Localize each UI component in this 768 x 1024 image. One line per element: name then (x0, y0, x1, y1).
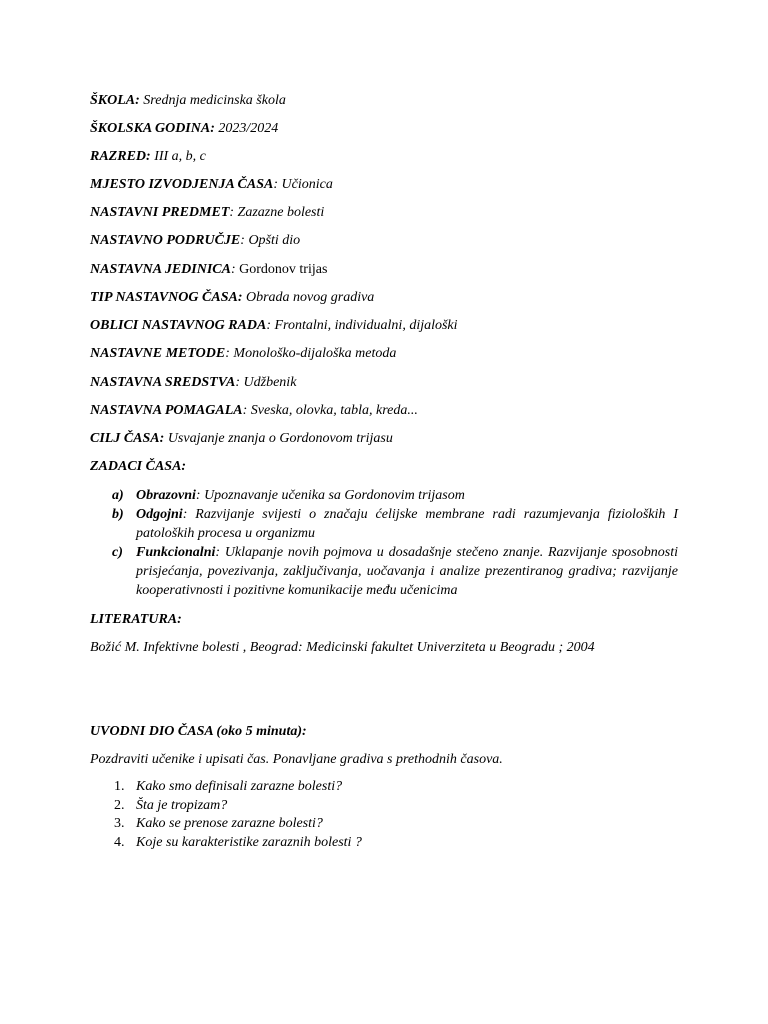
question-number: 3. (114, 816, 125, 831)
list-item (90, 778, 362, 797)
field-tip (90, 290, 374, 306)
field-cilj (90, 431, 393, 447)
field-value-upright: Gordonov trijas (239, 262, 328, 277)
field-label: NASTAVNA JEDINICA (90, 262, 231, 277)
field-label: ZADACI ČASA: (90, 459, 187, 474)
field-value: : Udžbenik (235, 375, 297, 390)
task-marker: a) (112, 488, 124, 503)
field-jedinica (90, 262, 327, 278)
field-label: ŠKOLA: (90, 93, 140, 108)
field-metode (90, 346, 396, 362)
field-value: : Opšti dio (240, 233, 301, 248)
field-label: NASTAVNO PODRUČJE (90, 233, 241, 248)
questions-list (90, 778, 362, 852)
tasks-list (90, 486, 678, 600)
list-item (90, 797, 362, 816)
field-value: III a, b, c (154, 149, 206, 164)
literature-text: Božić M. Infektivne bolesti , Beograd: Medicinski fakultet Univerziteta u Beogradu ; 2004 (90, 640, 595, 655)
question-text: Koje su karakteristike zaraznih bolesti ? (136, 834, 362, 850)
field-podrucje (90, 233, 300, 249)
task-text: : Uklapanje novih pojmova u dosadašnje stečeno znanje. Razvijanje sposobnosti prisjećanja, povezivanja, zaključivanja, uočavanja i analize prezentiranog gradiva; razvijanje kooperativnosti i pozitivne komunikacije među učenicima (136, 545, 678, 598)
task-label: Funkcionalni (136, 545, 216, 560)
field-label: NASTAVNA SREDSTVA (90, 375, 236, 390)
field-sredstva (90, 375, 296, 391)
field-label: RAZRED: (90, 149, 151, 164)
field-value: : Učionica (273, 177, 333, 192)
task-marker: b) (112, 507, 124, 522)
field-label: CILJ ČASA: (90, 431, 165, 446)
task-text: : Upoznavanje učenika sa Gordonovim trijasom (195, 488, 465, 503)
field-value: : Monološko-dijaloška metoda (225, 346, 397, 361)
intro-heading: UVODNI DIO ČASA (oko 5 minuta): (90, 724, 307, 739)
question-text: Šta je tropizam? (136, 797, 228, 813)
field-value: : Zazazne bolesti (229, 205, 325, 220)
list-item (90, 834, 362, 853)
field-predmet (90, 205, 324, 221)
field-label: TIP NASTAVNOG ČASA: (90, 290, 243, 305)
field-mjesto (90, 177, 333, 193)
field-label: ŠKOLSKA GODINA: (90, 121, 215, 136)
list-item (90, 505, 678, 543)
field-pomagala (90, 403, 418, 419)
question-text: Kako smo definisali zarazne bolesti? (136, 779, 343, 794)
field-zadaci (90, 459, 186, 475)
field-value: Usvajanje znanja o Gordonovom trijasu (167, 431, 393, 446)
list-item (90, 543, 678, 600)
list-item (90, 815, 362, 834)
list-item (90, 486, 678, 505)
field-label: OBLICI NASTAVNOG RADA (90, 318, 267, 333)
field-value: 2023/2024 (218, 121, 279, 136)
intro-text: Pozdraviti učenike i upisati čas. Ponavljane gradiva s prethodnih časova. (90, 752, 503, 767)
task-label: Odgojni (136, 507, 183, 522)
task-label: Obrazovni (136, 488, 196, 503)
field-value: Srednja medicinska škola (143, 93, 286, 108)
field-label: MJESTO IZVODJENJA ČASA (90, 177, 274, 192)
field-label: NASTAVNE METODE (90, 346, 226, 361)
field-value: : Frontalni, individualni, dijaloški (266, 318, 458, 333)
task-marker: c) (112, 545, 123, 560)
task-text: : Razvijanje svijesti o značaju ćelijske membrane radi razumjevanja fizioloških I patoloških procesa u organizmu (136, 507, 678, 541)
field-value: : (230, 262, 236, 277)
question-number: 4. (114, 834, 125, 850)
field-label: NASTAVNI PREDMET (90, 205, 230, 220)
question-number: 2. (114, 797, 125, 813)
literature-heading: LITERATURA: (90, 612, 182, 627)
field-razred (90, 149, 206, 165)
field-oblici (90, 318, 458, 334)
question-number: 1. (114, 779, 125, 794)
field-skola (90, 93, 286, 109)
question-text: Kako se prenose zarazne bolesti? (136, 816, 323, 831)
field-label: NASTAVNA POMAGALA (90, 403, 243, 418)
field-skolska-godina (90, 121, 278, 137)
field-value: : Sveska, olovka, tabla, kreda... (242, 403, 418, 418)
field-value: Obrada novog gradiva (245, 290, 375, 305)
